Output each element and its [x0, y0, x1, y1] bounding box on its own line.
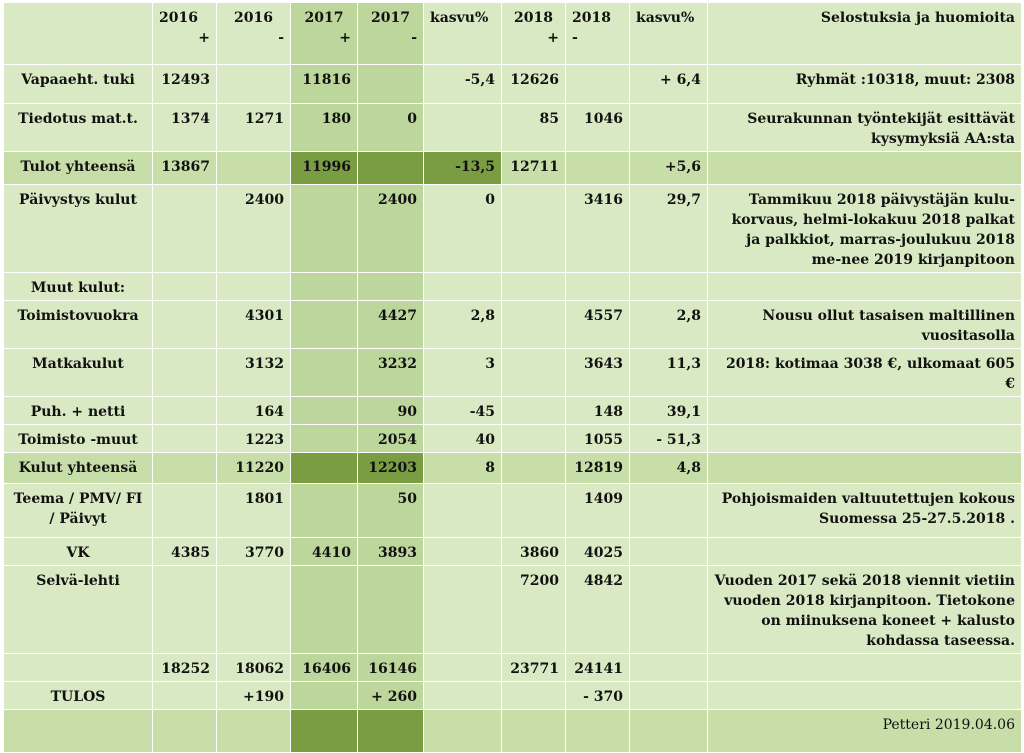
table-row — [4, 682, 1022, 710]
row-label — [4, 654, 153, 682]
header-year: 2017 — [371, 10, 410, 26]
value-cell — [630, 682, 708, 710]
row-label: TULOS — [4, 682, 153, 710]
value-cell — [358, 566, 424, 654]
row-label: Vapaaeht. tuki — [4, 65, 153, 104]
value-cell — [502, 425, 566, 453]
value-cell — [217, 65, 291, 104]
row-label: Tulot yhteensä — [4, 152, 153, 185]
value-cell — [630, 538, 708, 566]
value-cell — [424, 682, 502, 710]
header-cell-kasvu-2017: kasvu% — [424, 3, 502, 65]
note-cell — [708, 425, 1022, 453]
value-cell — [566, 273, 630, 301]
value-cell — [424, 104, 502, 152]
note-cell: Seurakunnan työntekijät esittävät kysymyksiä AA:sta — [708, 104, 1022, 152]
value-cell: 3770 — [217, 538, 291, 566]
value-cell — [291, 453, 358, 484]
note-cell: Tammikuu 2018 päivystäjän kulu-korvaus, helmi-lokakuu 2018 palkat ja palkkiot, marras-joulukuu 2018 me-nee 2019 kirjanpitoon — [708, 185, 1022, 273]
value-cell: 1223 — [217, 425, 291, 453]
header-sign: - — [278, 30, 284, 46]
value-cell: 4385 — [153, 538, 217, 566]
value-cell — [153, 566, 217, 654]
value-cell — [630, 484, 708, 538]
value-cell: 29,7 — [630, 185, 708, 273]
value-cell: 16146 — [358, 654, 424, 682]
header-sign: - — [572, 30, 578, 46]
table-row — [4, 425, 1022, 453]
value-cell — [424, 654, 502, 682]
value-cell — [358, 710, 424, 753]
value-cell — [630, 654, 708, 682]
value-cell — [358, 65, 424, 104]
value-cell: 2,8 — [630, 301, 708, 349]
value-cell: 4410 — [291, 538, 358, 566]
value-cell: 4557 — [566, 301, 630, 349]
value-cell — [502, 301, 566, 349]
value-cell: 11996 — [291, 152, 358, 185]
table-row — [4, 65, 1022, 104]
row-label: Muut kulut: — [4, 273, 153, 301]
row-label: VK — [4, 538, 153, 566]
value-cell: 1271 — [217, 104, 291, 152]
value-cell: 4301 — [217, 301, 291, 349]
value-cell — [153, 682, 217, 710]
value-cell: 4025 — [566, 538, 630, 566]
value-cell — [153, 425, 217, 453]
value-cell: 12711 — [502, 152, 566, 185]
value-cell: 8 — [424, 453, 502, 484]
note-cell — [708, 682, 1022, 710]
header-cell-2016-plus — [153, 3, 217, 65]
value-cell: 85 — [502, 104, 566, 152]
table-row — [4, 273, 1022, 301]
row-label: Kulut yhteensä — [4, 453, 153, 484]
value-cell — [153, 273, 217, 301]
header-cell-2016-minus — [217, 3, 291, 65]
value-cell: 11,3 — [630, 349, 708, 397]
table-row — [4, 654, 1022, 682]
value-cell: 12493 — [153, 65, 217, 104]
value-cell — [291, 710, 358, 753]
value-cell: 40 — [424, 425, 502, 453]
value-cell: -45 — [424, 397, 502, 425]
value-cell — [291, 301, 358, 349]
value-cell: -5,4 — [424, 65, 502, 104]
header-sign: + — [198, 30, 210, 46]
header-sign: + — [339, 30, 351, 46]
value-cell: 90 — [358, 397, 424, 425]
value-cell: 148 — [566, 397, 630, 425]
row-label: Teema / PMV/ FI / Päivyt — [4, 484, 153, 538]
table-row — [4, 484, 1022, 538]
table-row — [4, 301, 1022, 349]
value-cell: 0 — [358, 104, 424, 152]
row-label: Selvä-lehti — [4, 566, 153, 654]
value-cell: 12203 — [358, 453, 424, 484]
value-cell — [291, 566, 358, 654]
value-cell — [358, 273, 424, 301]
value-cell: 3232 — [358, 349, 424, 397]
value-cell — [424, 538, 502, 566]
value-cell: 164 — [217, 397, 291, 425]
note-cell — [708, 397, 1022, 425]
value-cell: 180 — [291, 104, 358, 152]
value-cell: 50 — [358, 484, 424, 538]
value-cell: 2054 — [358, 425, 424, 453]
budget-table — [3, 2, 1022, 753]
value-cell — [291, 425, 358, 453]
value-cell: 11816 — [291, 65, 358, 104]
row-label: Tiedotus mat.t. — [4, 104, 153, 152]
value-cell — [217, 566, 291, 654]
row-label: Matkakulut — [4, 349, 153, 397]
value-cell — [291, 273, 358, 301]
header-year: 2018 — [514, 10, 553, 26]
table-row — [4, 397, 1022, 425]
row-label: Toimisto -muut — [4, 425, 153, 453]
value-cell: 18252 — [153, 654, 217, 682]
value-cell — [153, 301, 217, 349]
row-label: Puh. + netti — [4, 397, 153, 425]
table-row — [4, 538, 1022, 566]
value-cell — [424, 710, 502, 753]
value-cell — [291, 349, 358, 397]
value-cell — [424, 484, 502, 538]
value-cell — [502, 185, 566, 273]
table-row — [4, 710, 1022, 753]
value-cell — [291, 185, 358, 273]
header-cell-2017-minus — [358, 3, 424, 65]
row-label: Toimistovuokra — [4, 301, 153, 349]
value-cell: 3 — [424, 349, 502, 397]
note-cell — [708, 538, 1022, 566]
value-cell: +5,6 — [630, 152, 708, 185]
value-cell: 3860 — [502, 538, 566, 566]
value-cell: 7200 — [502, 566, 566, 654]
table-row — [4, 152, 1022, 185]
table-row — [4, 566, 1022, 654]
value-cell: 4842 — [566, 566, 630, 654]
value-cell — [153, 185, 217, 273]
value-cell: +190 — [217, 682, 291, 710]
value-cell: 3132 — [217, 349, 291, 397]
value-cell: 3643 — [566, 349, 630, 397]
value-cell: 0 — [424, 185, 502, 273]
value-cell: 39,1 — [630, 397, 708, 425]
note-cell: Pohjoismaiden valtuutettujen kokous Suomessa 25-27.5.2018 . — [708, 484, 1022, 538]
note-cell — [708, 273, 1022, 301]
row-label — [4, 710, 153, 753]
value-cell — [424, 566, 502, 654]
value-cell — [217, 152, 291, 185]
note-cell: 2018: kotimaa 3038 €, ulkomaat 605 € — [708, 349, 1022, 397]
value-cell: 1055 — [566, 425, 630, 453]
value-cell — [291, 682, 358, 710]
value-cell — [502, 710, 566, 753]
value-cell — [566, 710, 630, 753]
value-cell: 4,8 — [630, 453, 708, 484]
value-cell — [502, 453, 566, 484]
note-cell — [708, 654, 1022, 682]
note-cell: Nousu ollut tasaisen maltillinen vuositasolla — [708, 301, 1022, 349]
note-cell: Vuoden 2017 sekä 2018 viennit vietiin vuoden 2018 kirjanpitoon. Tietokone on miinuksena koneet + kalusto kohdassa taseessa. — [708, 566, 1022, 654]
table-row — [4, 185, 1022, 273]
value-cell: 3416 — [566, 185, 630, 273]
value-cell — [502, 484, 566, 538]
header-year: 2016 — [159, 10, 198, 26]
header-cell-notes: Selostuksia ja huomioita — [708, 3, 1022, 65]
value-cell: 1046 — [566, 104, 630, 152]
table-row — [4, 104, 1022, 152]
header-year: 2017 — [304, 10, 344, 26]
value-cell: 4427 — [358, 301, 424, 349]
header-year: 2016 — [234, 10, 273, 26]
value-cell: 2,8 — [424, 301, 502, 349]
value-cell — [502, 349, 566, 397]
value-cell: + 6,4 — [630, 65, 708, 104]
header-sign: + — [547, 30, 559, 46]
value-cell: 13867 — [153, 152, 217, 185]
value-cell — [630, 104, 708, 152]
value-cell: 11220 — [217, 453, 291, 484]
value-cell — [153, 484, 217, 538]
header-year: 2018 — [572, 10, 611, 26]
value-cell: 1409 — [566, 484, 630, 538]
value-cell: 24141 — [566, 654, 630, 682]
value-cell: 12819 — [566, 453, 630, 484]
value-cell — [502, 682, 566, 710]
header-cell-2018-plus — [502, 3, 566, 65]
value-cell: 23771 — [502, 654, 566, 682]
note-cell — [708, 152, 1022, 185]
value-cell — [358, 152, 424, 185]
value-cell: 12626 — [502, 65, 566, 104]
value-cell: 3893 — [358, 538, 424, 566]
value-cell — [502, 397, 566, 425]
note-cell: Ryhmät :10318, muut: 2308 — [708, 65, 1022, 104]
header-sign: - — [411, 30, 417, 46]
value-cell: 2400 — [217, 185, 291, 273]
header-cell-label — [4, 3, 153, 65]
value-cell — [630, 566, 708, 654]
value-cell — [153, 397, 217, 425]
table-row — [4, 349, 1022, 397]
header-cell-2018-minus — [566, 3, 630, 65]
value-cell: 1801 — [217, 484, 291, 538]
value-cell — [291, 484, 358, 538]
value-cell — [566, 152, 630, 185]
header-cell-2017-plus — [291, 3, 358, 65]
value-cell — [291, 397, 358, 425]
table-row — [4, 453, 1022, 484]
row-label: Päivystys kulut — [4, 185, 153, 273]
value-cell — [502, 273, 566, 301]
value-cell: 18062 — [217, 654, 291, 682]
value-cell: 2400 — [358, 185, 424, 273]
value-cell — [566, 65, 630, 104]
value-cell: -13,5 — [424, 152, 502, 185]
value-cell — [153, 710, 217, 753]
value-cell: + 260 — [358, 682, 424, 710]
value-cell — [217, 273, 291, 301]
note-cell: Petteri 2019.04.06 — [708, 710, 1022, 753]
value-cell: - 51,3 — [630, 425, 708, 453]
note-cell — [708, 453, 1022, 484]
header-row — [4, 3, 1022, 65]
value-cell — [630, 273, 708, 301]
value-cell: 1374 — [153, 104, 217, 152]
value-cell — [630, 710, 708, 753]
value-cell — [153, 349, 217, 397]
value-cell — [424, 273, 502, 301]
value-cell: - 370 — [566, 682, 630, 710]
header-cell-kasvu-2018: kasvu% — [630, 3, 708, 65]
value-cell: 16406 — [291, 654, 358, 682]
value-cell — [217, 710, 291, 753]
value-cell — [153, 453, 217, 484]
